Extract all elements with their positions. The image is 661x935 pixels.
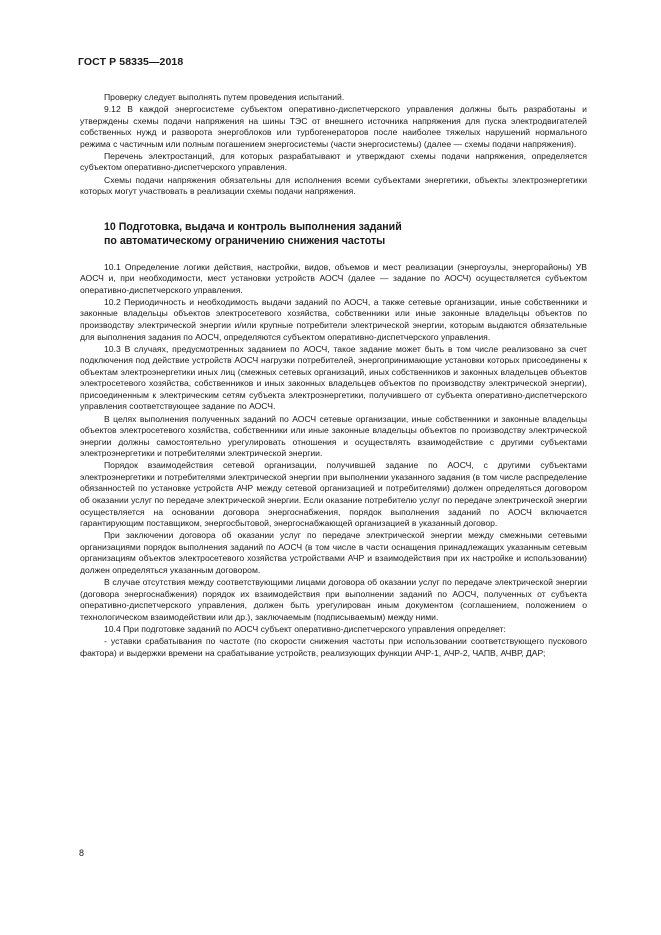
paragraph: В целях выполнения полученных заданий по АОСЧ сетевые организации, иные собственники и законные владельцы объектов электросетевого хозяйства, собственники или иные законные владельцы объектов по производству электрической энергии должны самостоятельно урегулировать отношения и осуществлять взаимодействие с другими субъектами электроэнергетики и потребителями электрической энергии. (80, 413, 587, 459)
paragraph: 10.2 Периодичность и необходимость выдачи заданий по АОСЧ, а также сетевые организации, иные собственники и законные владельцы объектов электросетевого хозяйства, собственники или иные законные владельцы объектов по производству электрической энергии и/или крупные потребители электрической энергии, которым выдаются обязательные для выполнения задания по АОСЧ, определяются субъектом оперативно-диспетчерского управления. (80, 296, 587, 342)
paragraph: Порядок взаимодействия сетевой организации, получившей задание по АОСЧ, с другими субъектами электроэнергетики и потребителями электрической энергии при выполнении указанного задания (в том числе распределение обязанностей по установке устройств АЧР между сетевой организацией и потребителями) должен определяться договором об оказании услуг по передаче электрической энергии. Если оказание потребителю услуг по передаче электрической энергии осуществляется на основании договора энергоснабжения, порядок выполнения заданий по АОСЧ включается гарантирующим поставщиком, энергосбытовой, энергоснабжающей организацией в указанный договор. (80, 460, 587, 529)
document-header: ГОСТ Р 58335—2018 (78, 56, 184, 68)
paragraph: 9.12 В каждой энергосистеме субъектом оперативно-диспетчерского управления должны быть разработаны и утверждены схемы подачи напряжения на шины ТЭС от внешнего источника напряжения для пуска электродвигателей собственных нужд и разворота энергоблоков или турбогенераторов после наиболее тяжелых нарушений нормального режима с частичным или полным погашением энергосистемы (части энергосистемы) (далее — схемы подачи напряжения). (80, 104, 587, 149)
paragraph: При заключении договора об оказании услуг по передаче электрической энергии между смежными сетевыми организациями порядок выполнения заданий по АОСЧ (в том числе в части оснащения принадлежащих указанным сетевым организациям объектов электросетевого хозяйства устройствами АЧР и взаимодействия при их настройке и использовании) должен определяться указанным договором. (80, 530, 587, 575)
paragraph: В случае отсутствия между соответствующими лицами договора об оказании услуг по передаче электрической энергии (договора энергоснабжения) порядок их взаимодействия при выполнении заданий по АОСЧ, полученных от субъекта оперативно-диспетчерского управления, должен быть урегулирован иным документом (соглашением, положением о технологическом взаимодействии или др.), заключаемым (подписываемым) между ними. (80, 577, 587, 622)
paragraph: Проверку следует выполнять путем проведения испытаний. (104, 92, 345, 102)
section-heading-line: по автоматическому ограничению снижения частоты (104, 234, 386, 247)
section-heading (80, 220, 587, 248)
paragraph: Схемы подачи напряжения обязательны для исполнения всеми субъектами энергетики, объекты электроэнергетики которых могут участвовать в реализации схемы подачи напряжения. (80, 174, 587, 197)
section-heading-line: 10 Подготовка, выдача и контроль выполнения заданий (104, 220, 402, 233)
paragraph: 10.1 Определение логики действия, настройки, видов, объемов и мест реализации (энергоузлы, энергорайоны) УВ АОСЧ и, при необходимости, мест установки устройств АОСЧ (далее — задание по АОСЧ) осуществляется субъектом оперативно-диспетчерского управления. (80, 261, 587, 295)
document-body (80, 92, 587, 659)
paragraph: Перечень электростанций, для которых разрабатывают и утверждают схемы подачи напряжения, определяется субъектом оперативно-диспетчерского управления. (80, 150, 587, 173)
paragraph: 10.4 При подготовке заданий по АОСЧ субъект оперативно-диспетчерского управления определяет: (104, 623, 506, 634)
list-item: - уставки срабатывания по частоте (по скорости снижения частоты при использовании соответствующего пускового фактора) и выдержки времени на срабатывание устройств, реализующих функции АЧР-1, АЧР-2, ЧАПВ, АЧВР, ДАР; (80, 635, 587, 658)
page-number: 8 (79, 848, 85, 858)
paragraph: 10.3 В случаях, предусмотренных заданием по АОСЧ, такое задание может быть в том числе реализовано за счет подключения под действие устройств АОСЧ нагрузки потребителей, энергопринимающие установки которых присоединены к объектам электроэнергетики иных лиц (смежных сетевых организаций, иных собственников и законных владельцев объектов электросетевого хозяйства, собственников и иных законных владельцев объектов по производству электрической энергии), присоединенным к электрическим сетям субъекта электроэнергетики, получившего от субъекта оперативно-диспетчерского управления соответствующее задание по АОСЧ. (80, 343, 587, 412)
